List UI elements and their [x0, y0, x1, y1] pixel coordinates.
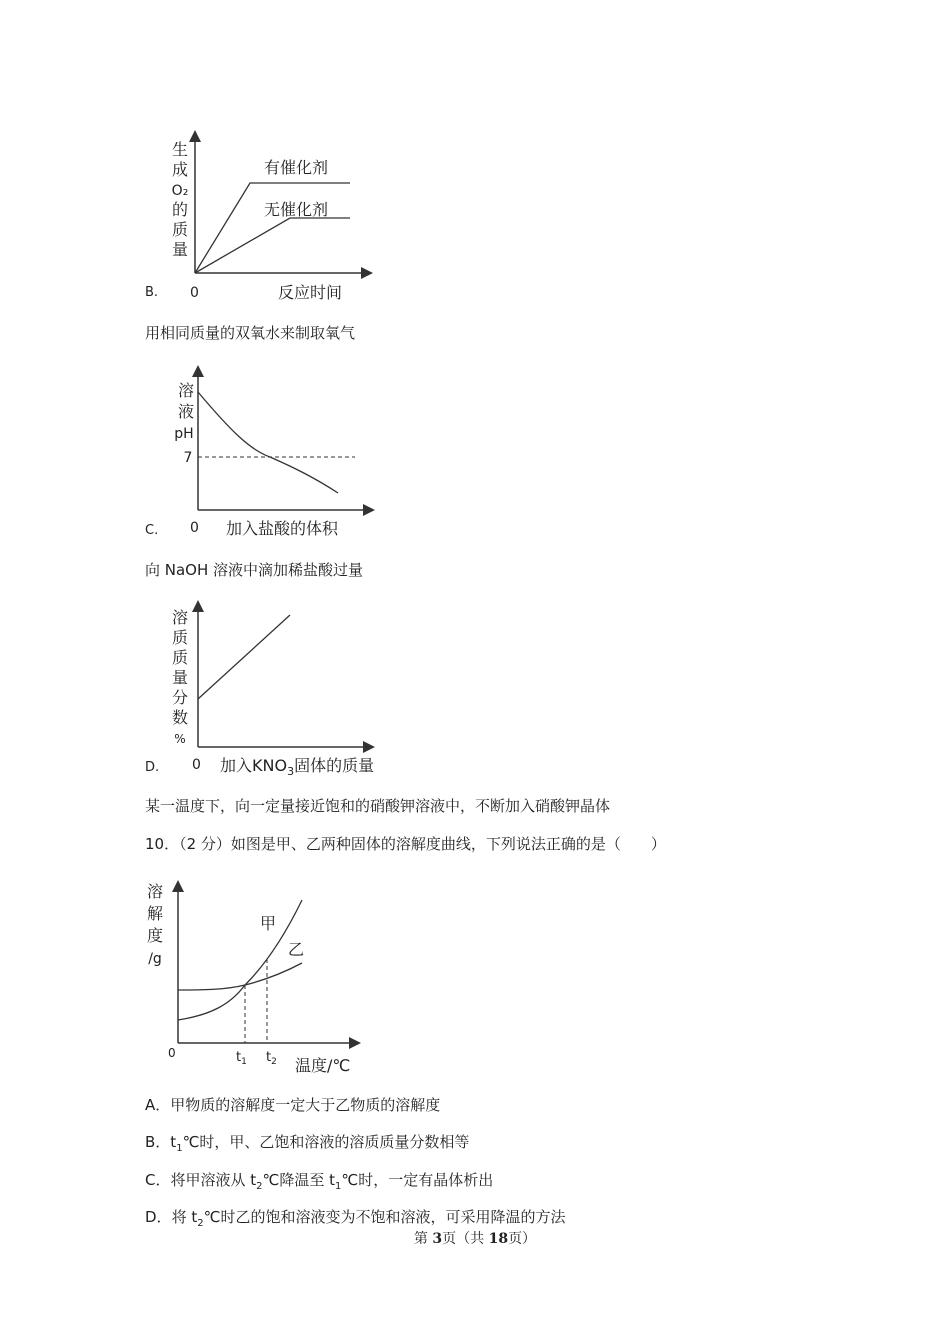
option-d-label: D.: [145, 760, 160, 775]
option-label: A．: [145, 1096, 171, 1114]
x-axis-label: 加入$KNO_3$固体的质量: [220, 756, 375, 778]
curve-jia-label: 甲: [260, 914, 277, 933]
option-d[interactable]: D．将 $t_2℃$时乙的饱和溶液变为不饱和溶液，可采用降温的方法: [145, 1208, 566, 1229]
y-label-char: 生: [171, 140, 189, 159]
y-label-char: O₂: [171, 183, 189, 199]
y-label-char: 量: [171, 240, 189, 259]
tick-7-label: 7: [183, 450, 193, 466]
graph-d: [160, 595, 400, 780]
solubility-graph: [140, 875, 380, 1080]
y-label-char: 液: [177, 402, 195, 421]
graph-c: [160, 360, 390, 545]
y-label-char: 质: [171, 628, 189, 647]
y-label-char: 成: [171, 160, 189, 179]
t2-label: $t_2$: [266, 1050, 277, 1067]
option-d-caption: 某一温度下，向一定量接近饱和的硝酸钾溶液中，不断加入硝酸钾晶体: [145, 797, 611, 815]
question-10-stem: 10．（2 分）如图是甲、乙两种固体的溶解度曲线，下列说法正确的是（ ）: [145, 835, 666, 853]
option-c-label: C.: [145, 523, 159, 538]
no-catalyst-label: 无催化剂: [264, 200, 329, 219]
y-label-char: %: [174, 732, 186, 746]
option-b[interactable]: B．$t_1℃$时，甲、乙饱和溶液的溶质质量分数相等: [145, 1133, 470, 1154]
y-label-char: 度: [146, 926, 164, 945]
option-label: D．: [145, 1208, 172, 1226]
option-label: C．: [145, 1171, 171, 1189]
y-label-char: 分: [171, 688, 189, 707]
y-label-char: 溶: [177, 381, 195, 400]
origin-label: 0: [190, 520, 199, 536]
x-axis-label: 反应时间: [278, 283, 343, 302]
page-footer: 第 3页（共 18页）: [413, 1231, 537, 1247]
y-label-char: 溶: [171, 608, 189, 627]
option-b-label: B.: [145, 285, 159, 300]
y-label-char: 数: [171, 708, 189, 727]
option-c[interactable]: C．将甲溶液从 $t_2℃$降温至 $t_1℃$时，一定有晶体析出: [145, 1171, 494, 1192]
catalyst-label: 有催化剂: [264, 158, 329, 177]
option-label: B．: [145, 1133, 171, 1151]
y-label-char: /g: [148, 951, 162, 967]
no-catalyst-line: [195, 218, 350, 273]
y-label-char: 的: [171, 200, 189, 219]
origin-label: 0: [192, 757, 201, 773]
option-c-caption: 向 NaOH 溶液中滴加稀盐酸过量: [145, 561, 364, 579]
y-label-char: 解: [146, 904, 164, 923]
curve-yi: [178, 963, 302, 990]
origin-label: 0: [168, 1046, 176, 1060]
y-label-char: 质: [171, 648, 189, 667]
x-axis-label: 加入盐酸的体积: [226, 519, 339, 538]
graph-b: [160, 125, 390, 305]
option-a[interactable]: A．甲物质的溶解度一定大于乙物质的溶解度: [145, 1096, 441, 1114]
y-label-char: 质: [171, 220, 189, 239]
ph-curve: [198, 392, 338, 493]
t1-label: $t_1$: [236, 1050, 247, 1067]
y-label-char: 量: [171, 668, 189, 687]
x-axis-label: 温度/℃: [295, 1056, 351, 1075]
curve-jia: [178, 900, 305, 1020]
y-label-char: pH: [174, 426, 194, 442]
mass-fraction-line: [198, 615, 290, 699]
origin-label: 0: [190, 285, 199, 301]
curve-yi-label: 乙: [288, 940, 305, 959]
option-b-caption: 用相同质量的双氧水来制取氧气: [145, 324, 356, 342]
y-label-char: 溶: [146, 882, 164, 901]
